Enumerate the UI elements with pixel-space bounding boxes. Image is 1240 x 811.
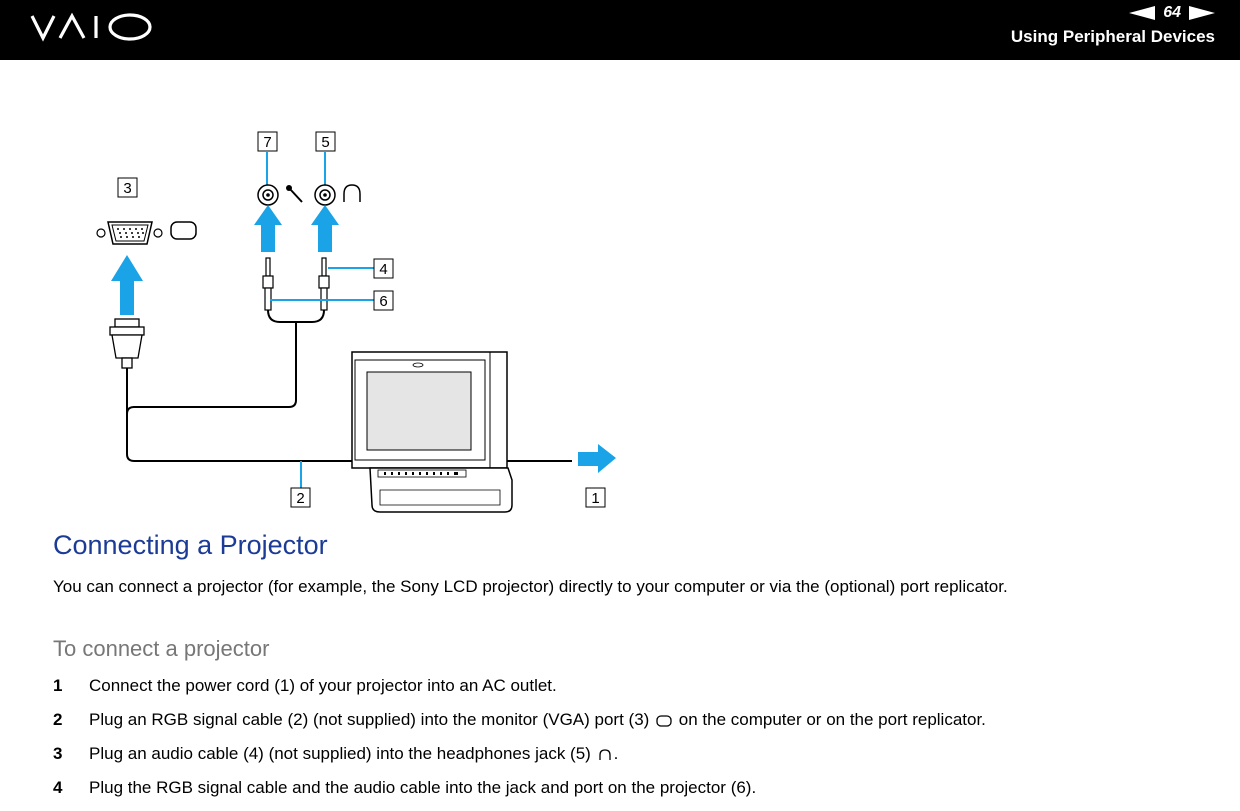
step-number: 1 — [53, 676, 63, 695]
step-text-after: . — [613, 744, 619, 763]
callout-7 — [258, 132, 277, 185]
callout-5 — [316, 132, 335, 185]
monitor-port-icon — [171, 222, 196, 239]
procedure-steps — [53, 675, 1223, 811]
right-arrow-icon[interactable] — [1189, 5, 1215, 21]
audio-plug-right — [319, 258, 329, 310]
svg-text:6: 6 — [379, 293, 388, 310]
arrow-headphone-up — [311, 205, 339, 252]
intro-paragraph: You can connect a projector (for example, the Sony LCD projector) directly to your computer or via the (optional) port replicator. — [53, 577, 1008, 596]
page-navigation — [1129, 0, 1215, 26]
arrow-vga-up — [111, 255, 143, 315]
step-number: 4 — [53, 778, 63, 797]
left-arrow-icon[interactable] — [1129, 5, 1155, 21]
section-title: Using Peripheral Devices — [1010, 27, 1215, 46]
step-text — [89, 743, 618, 765]
step-text-before: Plug an RGB signal cable (2) (not supplied) into the monitor (VGA) port (3) — [89, 710, 650, 729]
callout-4 — [328, 259, 393, 278]
step-1 — [53, 675, 1223, 709]
microphone-jack — [258, 185, 278, 205]
vga-plug — [110, 319, 144, 368]
step-text: Plug the RGB signal cable and the audio cable into the jack and port on the projector (6). — [89, 778, 757, 797]
step-text: Connect the power cord (1) of your projector into an AC outlet. — [89, 676, 557, 695]
page-number: 64 — [1163, 4, 1181, 21]
svg-text:3: 3 — [123, 180, 132, 197]
svg-text:4: 4 — [379, 261, 388, 278]
procedure-heading: To connect a projector — [53, 636, 270, 661]
svg-text:5: 5 — [321, 134, 330, 151]
step-number: 3 — [53, 744, 63, 763]
headphones-icon — [344, 185, 360, 202]
step-text — [89, 709, 986, 731]
callout-2 — [291, 461, 310, 507]
svg-text:2: 2 — [296, 490, 305, 507]
headphones-icon — [598, 748, 612, 762]
step-2 — [53, 709, 1223, 743]
headphones-jack — [315, 185, 335, 205]
arrow-power-right — [578, 444, 616, 473]
page-title: Connecting a Projector — [53, 530, 328, 560]
connection-diagram — [60, 95, 630, 525]
callout-3 — [118, 178, 137, 197]
callout-1 — [586, 488, 605, 507]
page-header — [0, 0, 1240, 60]
step-number: 2 — [53, 710, 63, 729]
svg-text:1: 1 — [591, 490, 600, 507]
arrow-mic-up — [254, 205, 282, 252]
callout-6 — [270, 291, 393, 310]
rgb-signal-cable — [127, 368, 360, 461]
svg-text:7: 7 — [263, 134, 272, 151]
audio-cable — [127, 400, 296, 414]
step-4 — [53, 777, 1223, 811]
step-text-before: Plug an audio cable (4) (not supplied) into the headphones jack (5) — [89, 744, 591, 763]
step-3 — [53, 743, 1223, 777]
audio-plug-left — [263, 258, 273, 310]
monitor-port-icon — [656, 715, 672, 727]
step-text-after: on the computer or on the port replicator. — [678, 710, 986, 729]
projector — [352, 352, 512, 512]
vga-port — [97, 222, 162, 244]
vaio-logo — [30, 10, 160, 44]
microphone-icon — [286, 185, 302, 202]
